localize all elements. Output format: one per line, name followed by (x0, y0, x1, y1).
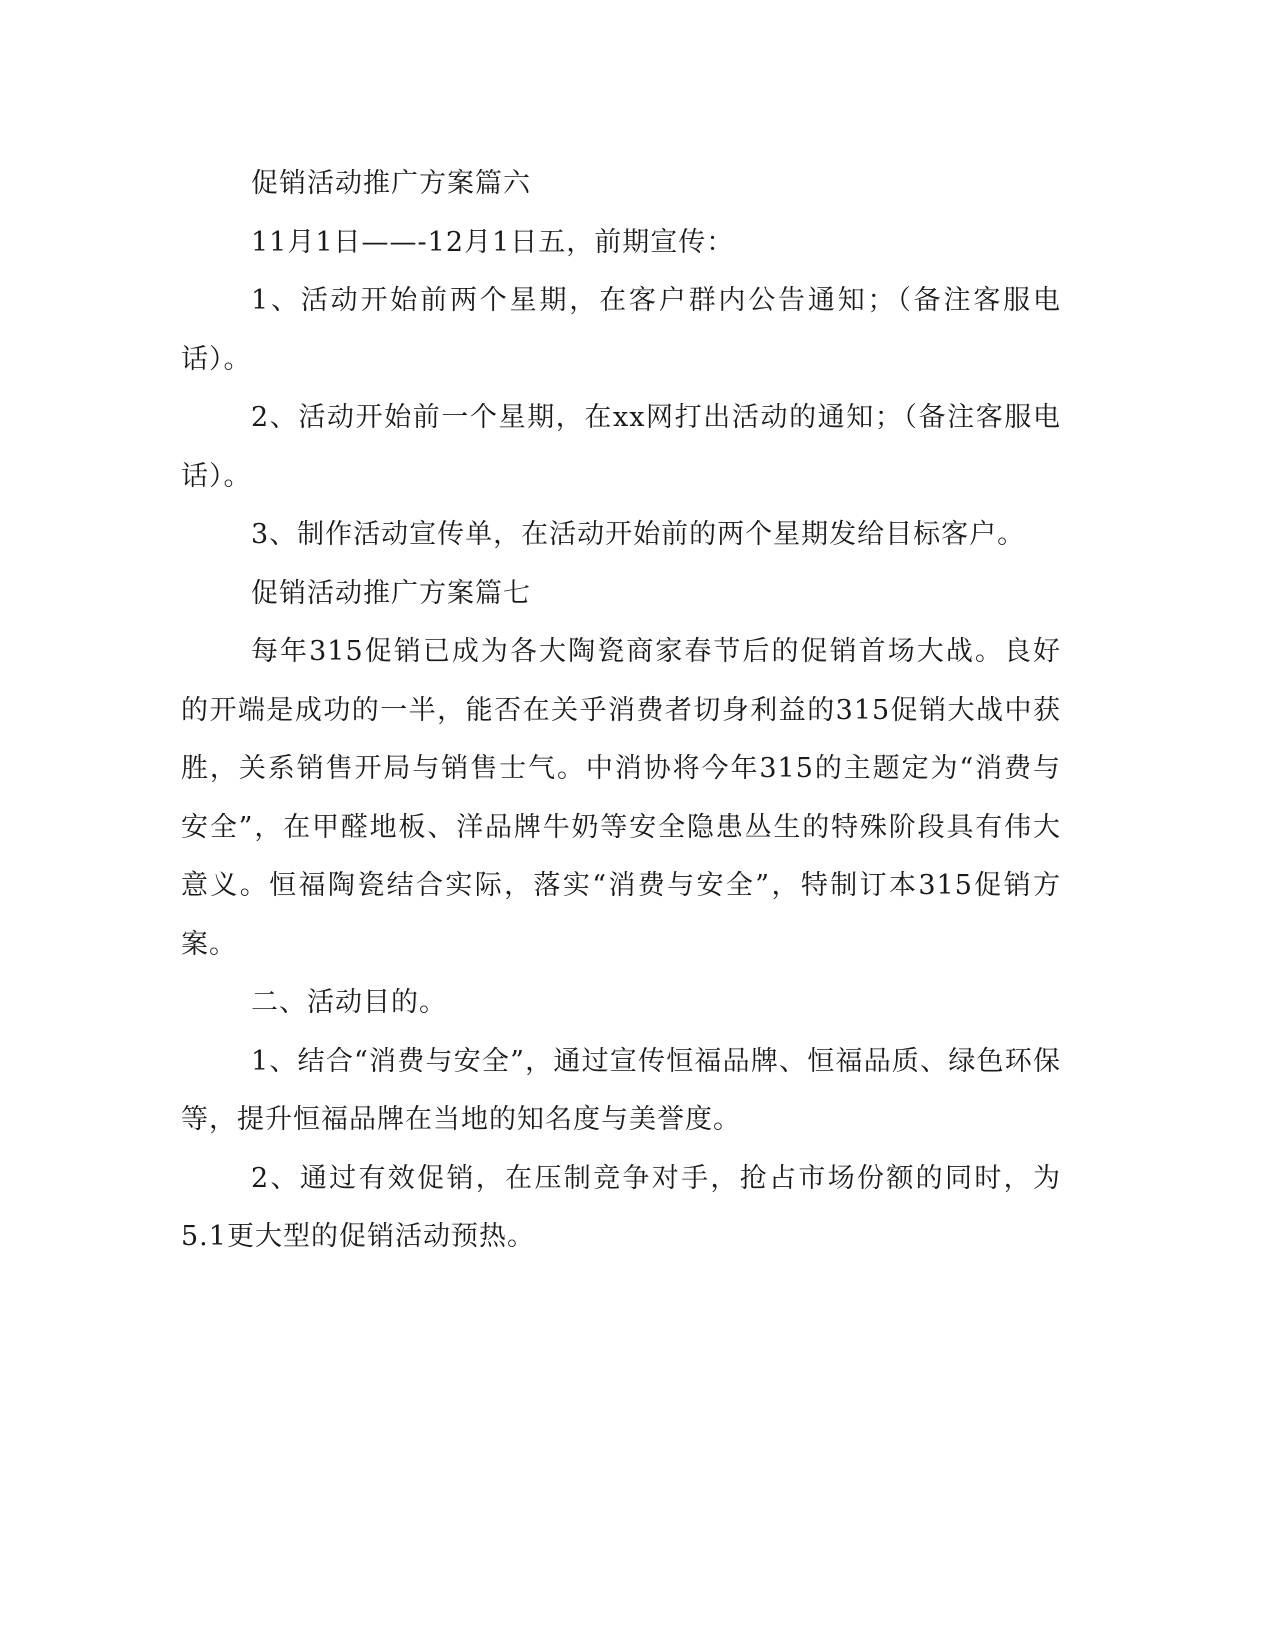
paragraph-item-3: 3、制作活动宣传单，在活动开始前的两个星期发给目标客户。 (251, 519, 1026, 550)
paragraph-item-1: 1、活动开始前两个星期，在客户群内公告通知；（备注客服电话）。 (181, 285, 1061, 375)
section-heading-6: 促销活动推广方案篇六 (251, 168, 531, 199)
paragraph-objective-heading: 二、活动目的。 (251, 987, 447, 1018)
paragraph-intro: 每年315促销已成为各大陶瓷商家春节后的促销首场大战。良好的开端是成功的一半，能否在关乎消费者切身利益的315促销大战中获胜，关系销售开局与销售士气。中消协将今年315的主题定为“消费与安全”，在甲醛地板、洋品牌牛奶等安全隐患丛生的特殊阶段具有伟大意义。恒福陶瓷结合实际，落实“消费与安全”，特制订本315促销方案。 (181, 636, 1061, 960)
paragraph-schedule: 11月1日——-12月1日五，前期宣传： (251, 226, 735, 258)
paragraph-objective-1: 1、结合“消费与安全”，通过宣传恒福品牌、恒福品质、绿色环保等，提升恒福品牌在当地的知名度与美誉度。 (181, 1045, 1061, 1135)
document-body (181, 155, 1061, 1267)
section-heading-7: 促销活动推广方案篇七 (251, 577, 531, 609)
paragraph-item-2: 2、活动开始前一个星期，在xx网打出活动的通知；（备注客服电话）。 (181, 402, 1061, 492)
paragraph-objective-2: 2、通过有效促销，在压制竞争对手，抢占市场份额的同时，为5.1更大型的促销活动预热。 (181, 1162, 1061, 1252)
